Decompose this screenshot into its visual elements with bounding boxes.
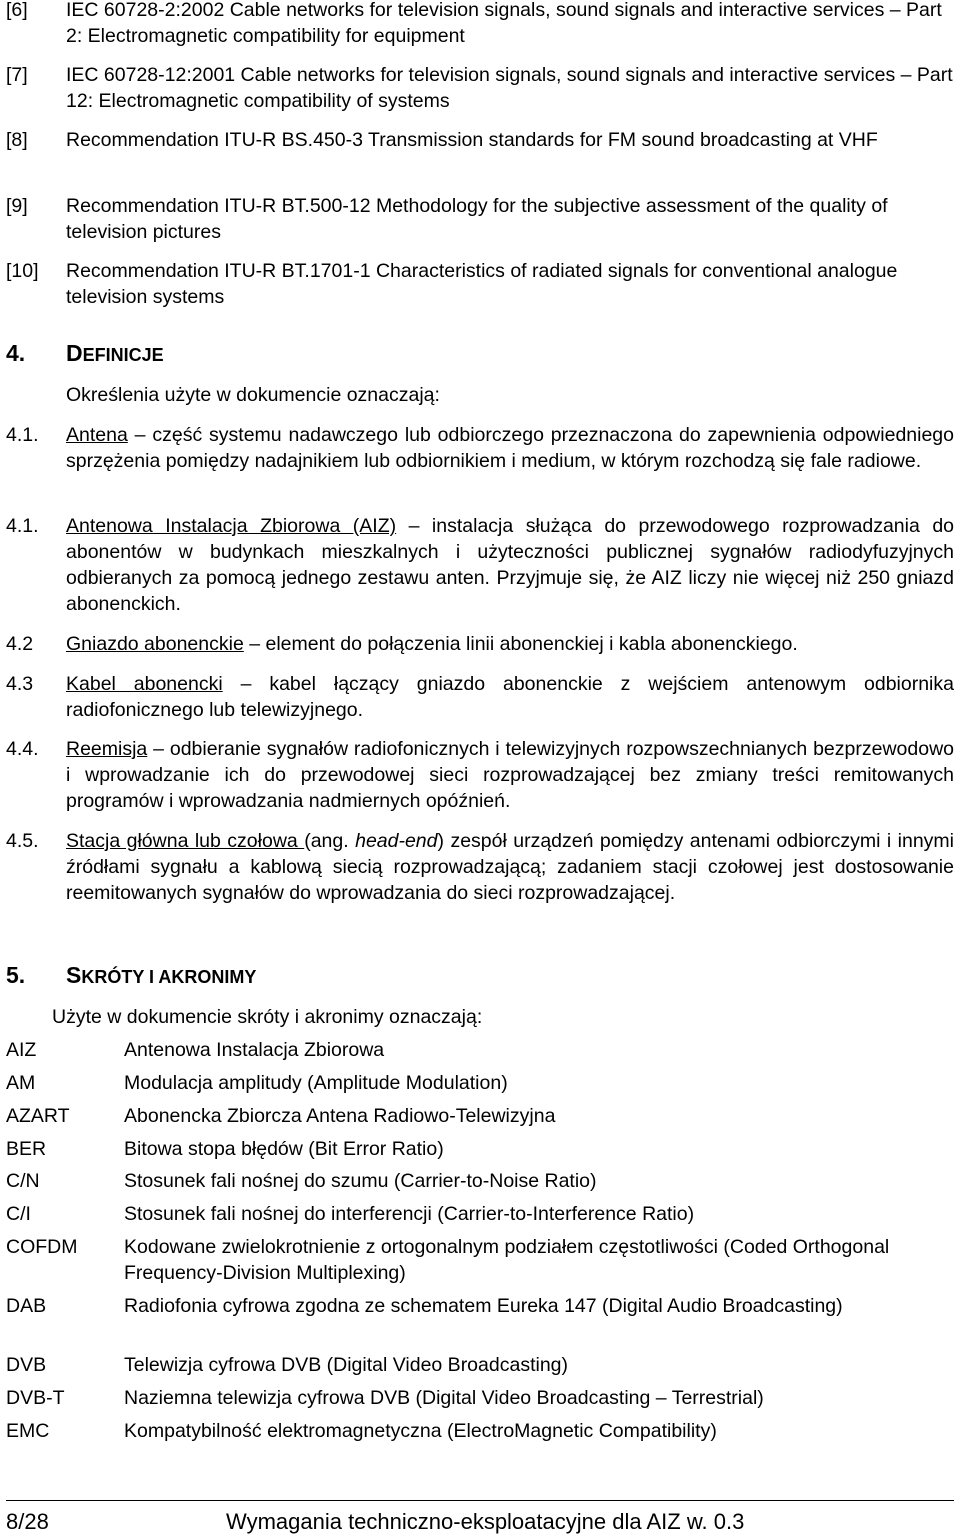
document-title: Wymagania techniczno-eksploatacyjne dla AIZ w. 0.3 [226, 1509, 745, 1534]
section-number: 4. [6, 340, 26, 366]
definition-term: Stacja główna lub czołowa [66, 830, 305, 852]
abbreviation-key: DVB [6, 1354, 47, 1376]
reference-number: [10] [6, 260, 39, 282]
abbreviation-row [6, 1201, 954, 1227]
abbreviation-row [6, 1070, 954, 1096]
abbreviation-value: Kodowane zwielokrotnienie z ortogonalnym podziałem częstotliwości (Coded Orthogonal Frequency-Division Multiplexing) [124, 1236, 890, 1284]
abbreviation-row [6, 1234, 954, 1286]
abbreviation-value: Stosunek fali nośnej do interferencji (Carrier-to-Interference Ratio) [124, 1203, 695, 1225]
abbreviation-key: COFDM [6, 1236, 78, 1258]
abbreviation-key: BER [6, 1138, 47, 1160]
abbreviation-row [6, 1352, 954, 1378]
definition-text: – część systemu nadawczego lub odbiorczego przeznaczona do zapewnienia odpowiedniego sprzężenia pomiędzy nadajnikiem lub odbiornikiem i medium, w którym rozchodzą się fale radiowe. [66, 424, 954, 472]
definition-number: 4.1. [6, 424, 39, 446]
definition-number: 4.5. [6, 830, 39, 852]
reference-number: [9] [6, 195, 28, 217]
abbreviation-value: Stosunek fali nośnej do szumu (Carrier-to-Noise Ratio) [124, 1170, 597, 1192]
abbreviation-value: Naziemna telewizja cyfrowa DVB (Digital Video Broadcasting – Terrestrial) [124, 1387, 764, 1409]
abbreviation-row [6, 1293, 954, 1319]
definition-text: – odbieranie sygnałów radiofonicznych i telewizyjnych rozpowszechnianych bezprzewodowo i wprowadzanie ich do przewodowej sieci rozprowadzającej bez zmiany treści remitowanych programów i wprowadzania nadmiernych opóźnień. [66, 738, 954, 812]
reference-number: [6] [6, 0, 28, 21]
abbreviation-value: Bitowa stopa błędów (Bit Error Ratio) [124, 1138, 444, 1160]
definition-number: 4.1. [6, 515, 39, 537]
reference-item [6, 258, 954, 310]
abbreviation-value: Radiofonia cyfrowa zgodna ze schematem Eureka 147 (Digital Audio Broadcasting) [124, 1295, 843, 1317]
page-number: 8/28 [6, 1509, 49, 1534]
reference-text: Recommendation ITU-R BT.1701-1 Characteristics of radiated signals for conventional analogue television systems [66, 260, 898, 308]
abbreviation-key: AZART [6, 1105, 70, 1127]
definition-item [6, 631, 954, 657]
abbreviation-key: DAB [6, 1295, 47, 1317]
reference-text: IEC 60728-12:2001 Cable networks for television signals, sound signals and interactive services – Part 12: Electromagnetic compatibility of systems [66, 64, 953, 112]
section-heading-definitions [6, 340, 164, 368]
definition-text: – instalacja służąca do przewodowego rozprowadzania do abonentów w budynkach mieszkalnych i użyteczności publicznej sygnałów radiodyfuzyjnych odbieranych za pomocą jednego zestawu anten. Przyjmuje się, że AIZ liczy nie więcej niż 250 gniazd abonenckich. [66, 515, 955, 615]
abbreviation-value: Kompatybilność elektromagnetyczna (ElectroMagnetic Compatibility) [124, 1420, 717, 1442]
reference-item [6, 127, 954, 153]
section-title-initial: D [66, 340, 83, 366]
section-title-initial: S [66, 962, 82, 988]
reference-number: [8] [6, 129, 28, 151]
abbreviation-value: Modulacja amplitudy (Amplitude Modulation) [124, 1072, 508, 1094]
abbreviation-key: C/N [6, 1170, 40, 1192]
definition-number: 4.4. [6, 738, 39, 760]
definition-number: 4.2 [6, 633, 34, 655]
abbreviation-row [6, 1037, 954, 1063]
abbreviation-value: Abonencka Zbiorcza Antena Radiowo-Telewizyjna [124, 1105, 556, 1127]
abbreviation-key: AIZ [6, 1039, 37, 1061]
definition-item [6, 513, 954, 617]
definition-text-italic: head-end [355, 830, 438, 852]
abbreviation-row [6, 1168, 954, 1194]
definition-text-post: ) zespół urządzeń pomiędzy antenami odbiorczymi i innymi źródłami sygnału a kablową siecią rozprowadzającą; zadaniem stacji czołowej jest dostosowanie reemitowanych sygnałów do wprowadzania do sieci rozprowadzającej. [66, 830, 955, 904]
definition-number: 4.3 [6, 673, 34, 695]
definition-term: Antena [66, 424, 128, 446]
reference-text: Recommendation ITU-R BT.500-12 Methodology for the subjective assessment of the quality of television pictures [66, 195, 888, 243]
abbreviation-key: DVB-T [6, 1387, 65, 1409]
abbreviation-row [6, 1385, 954, 1411]
section-title-rest: KRÓTY I AKRONIMY [81, 967, 257, 987]
reference-text: Recommendation ITU-R BS.450-3 Transmission standards for FM sound broadcasting at VHF [66, 129, 878, 151]
section-title-rest: EFINICJE [82, 345, 164, 365]
abbreviation-row [6, 1103, 954, 1129]
footer-divider [6, 1500, 954, 1501]
abbreviation-row [6, 1136, 954, 1162]
abbreviation-row [6, 1418, 954, 1444]
definition-item [6, 736, 954, 814]
definition-term: Kabel abonencki [66, 673, 223, 695]
abbreviation-value: Telewizja cyfrowa DVB (Digital Video Broadcasting) [124, 1354, 568, 1376]
reference-item [6, 193, 954, 245]
reference-item [6, 0, 954, 49]
reference-number: [7] [6, 64, 28, 86]
definition-item [6, 828, 954, 906]
abbreviation-key: AM [6, 1072, 36, 1094]
section-heading-abbreviations [6, 962, 256, 990]
reference-text: IEC 60728-2:2002 Cable networks for television signals, sound signals and interactive services – Part 2: Electromagnetic compatibility for equipment [66, 0, 942, 47]
definition-term: Reemisja [66, 738, 148, 760]
definition-term: Gniazdo abonenckie [66, 633, 244, 655]
definition-item [6, 422, 954, 474]
definition-text: – kabel łączący gniazdo abonenckie z wejściem antenowym odbiornika radiofonicznego lub telewizyjnego. [66, 673, 954, 721]
definition-item [6, 671, 954, 723]
definition-text: – element do połączenia linii abonenckiej i kabla abonenckiego. [243, 633, 798, 655]
abbreviation-value: Antenowa Instalacja Zbiorowa [124, 1039, 385, 1061]
section-intro: Użyte w dokumencie skróty i akronimy oznaczają: [52, 1006, 483, 1028]
abbreviation-key: C/I [6, 1203, 31, 1225]
definition-text-pre: (ang. [304, 830, 356, 852]
definition-term: Antenowa Instalacja Zbiorowa (AIZ) [66, 515, 397, 537]
section-intro: Określenia użyte w dokumencie oznaczają: [66, 384, 440, 406]
reference-item [6, 62, 954, 114]
section-number: 5. [6, 962, 26, 988]
abbreviation-key: EMC [6, 1420, 50, 1442]
